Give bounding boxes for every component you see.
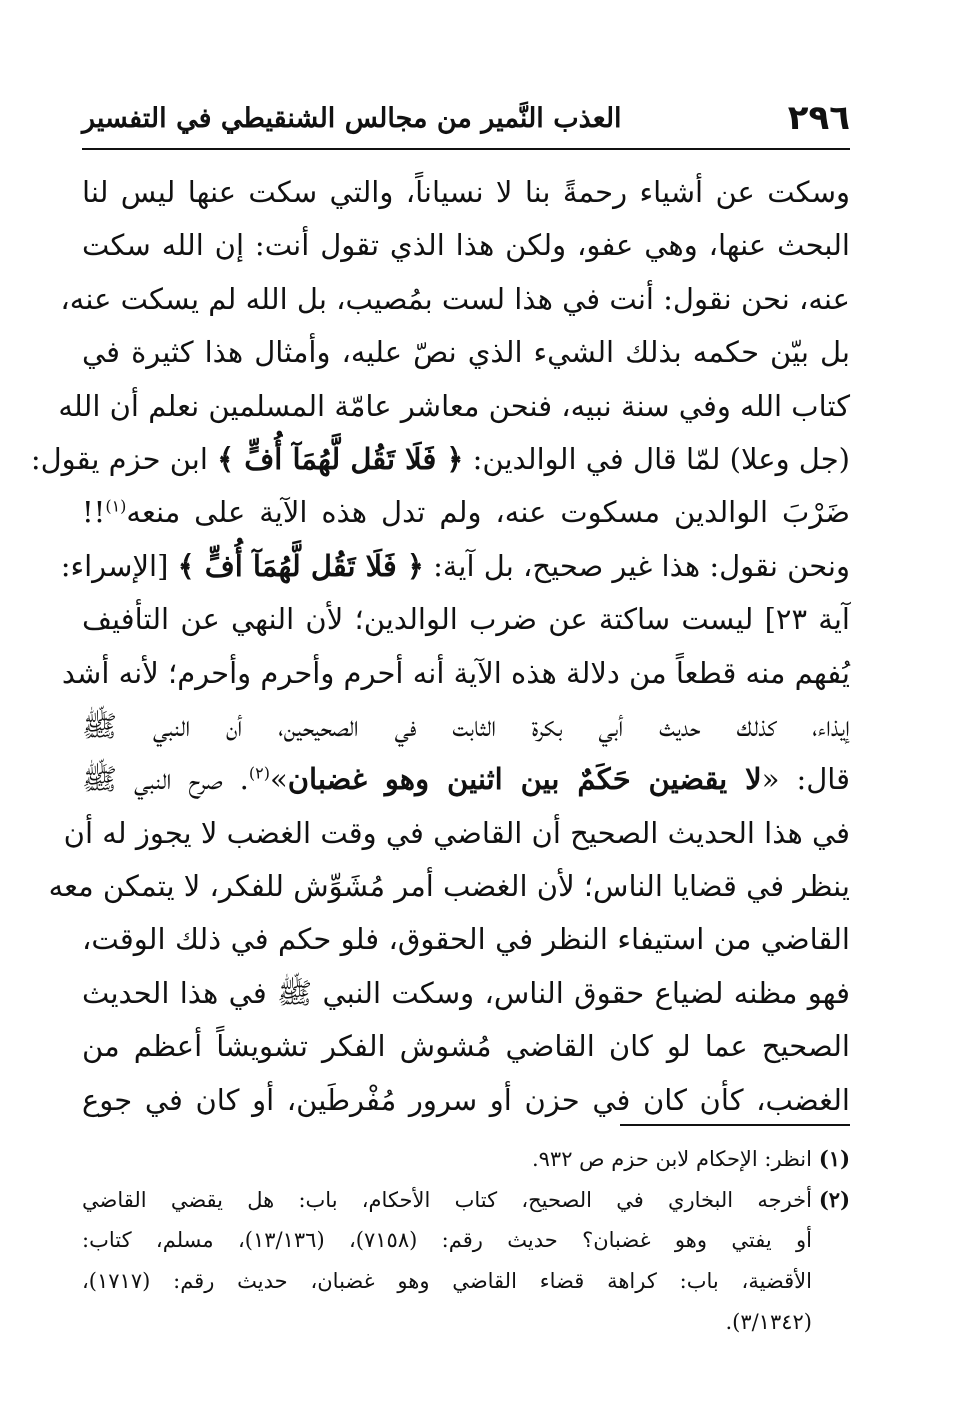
text-line: وسكت عن أشياء رحمةً بنا لا نسياناً، والتي سكت عنها ليس لنا: [82, 175, 850, 209]
text-line: الغضب، كأن كان في حزن أو سرور مُفْرطَين، أو كان في جوع: [82, 1082, 850, 1117]
main-text: [30, 166, 850, 1127]
quran-quote: ﴿ فَلَا تَقُل لَّهُمَآ أُفٍّ ﴾: [217, 441, 464, 476]
text-line: [60, 540, 850, 593]
footnote-line: أو يفتي وهو غضبان؟ حديث رقم: (٧١٥٨)، (١٣/١٣٦)، مسلم، كتاب:: [82, 1228, 813, 1252]
text-segment: ضَرْبَ الوالدين مسكوت عنه، ولم تدل هذه الآية على منعه: [126, 495, 850, 530]
text-segment: »: [269, 762, 288, 797]
running-title: العذب النَّمير من مجالس الشنقيطي في التفسير: [82, 103, 622, 134]
footnote-text: انظر: الإحكام لابن حزم ص ٩٣٢.: [531, 1147, 812, 1171]
footnote-line: الأقضية، باب: كراهة قضاء القاضي وهو غضبان، حديث رقم: (١٧١٧)،: [82, 1269, 812, 1293]
text-line: ينظر في قضايا الناس؛ لأن الغضب أمر مُشَوِّش للفكر، لا يتمكن معه: [48, 869, 850, 904]
footnote-separator: [620, 1124, 850, 1126]
footnote-number: (١): [818, 1146, 850, 1171]
text-segment: قال: «: [761, 762, 850, 797]
text-line: القاضي من استيفاء النظر في الحقوق، فلو حكم في ذلك الوقت،: [82, 922, 850, 957]
text-line: كتاب الله وفي سنة نبيه، فنحن معاشر عامّة المسلمين نعلم أن الله: [58, 388, 850, 423]
page-number: ٢٩٦: [787, 98, 850, 138]
text-line: عنه، نحن نقول: أنت في هذا لست بمُصيب، بل الله لم يسكت عنه،: [60, 281, 850, 316]
footnote-line: (٣/١٣٤٢).: [725, 1310, 812, 1334]
text-line: [82, 753, 850, 806]
footnote-line: [82, 1179, 850, 1220]
text-line: في هذا الحديث الصحيح أن القاضي في وقت الغضب لا يجوز له أن: [63, 815, 850, 850]
text-segment: !!: [82, 495, 106, 530]
quran-quote: ﴿ فَلَا تَقُل لَّهُمَآ أُفٍّ ﴾: [177, 548, 424, 583]
page-header: [82, 96, 850, 148]
text-line: يُفهم منه قطعاً من دلالة هذه الآية أنه أحرم وأحرم وأحرم؛ لأنه أشد: [61, 655, 850, 690]
header-rule: [82, 148, 850, 150]
footnote-ref-1[interactable]: (١): [105, 496, 127, 516]
text-segment: ونحن نقول: هذا غير صحيح، بل آية:: [423, 548, 850, 583]
footnote-number: (٢): [818, 1187, 850, 1212]
footnotes: [82, 1138, 850, 1343]
hadith-quote: لا يقضين حَكَمٌ بين اثنين وهو غضبان: [287, 762, 762, 797]
footnote-ref-2[interactable]: (٢): [248, 763, 270, 783]
footnote-text: أخرجه البخاري في الصحيح، كتاب الأحكام، باب: هل يقضي القاضي: [82, 1188, 812, 1212]
text-line: البحث عنها، وهي عفو، ولكن هذا الذي تقول أنت: إن الله سكت: [82, 228, 850, 263]
text-segment: . صرح النبي ﷺ: [82, 762, 249, 797]
text-line: آية ٢٣] ليست ساكتة عن ضرب الوالدين؛ لأن النهي عن التأفيف: [82, 602, 850, 637]
text-line: إيذاء، كذلك حديث أبي بكرة الثابت في الصحيحين، أن النبي ﷺ: [82, 708, 850, 743]
text-line: الصحيح عما لو كان القاضي مُشوش الفكر تشويشاً أعظم من: [82, 1029, 850, 1064]
footnote-line: [82, 1138, 850, 1179]
text-segment: (جل وعلا) لمّا قال في الوالدين:: [463, 441, 850, 476]
text-line: [30, 433, 850, 486]
footnote-2: [82, 1179, 850, 1343]
text-segment: [الإسراء:: [60, 548, 178, 583]
text-line: فهو مظنه لضياع حقوق الناس، وسكت النبي ﷺ في هذا الحديث: [82, 975, 850, 1010]
text-segment: ابن حزم يقول:: [30, 441, 218, 476]
footnote-1: [82, 1138, 850, 1179]
text-line: [82, 486, 850, 539]
text-line: بل بيّن حكمه بذلك الشيء الذي نصّ عليه، وأمثال هذا كثيرة في: [82, 335, 850, 370]
